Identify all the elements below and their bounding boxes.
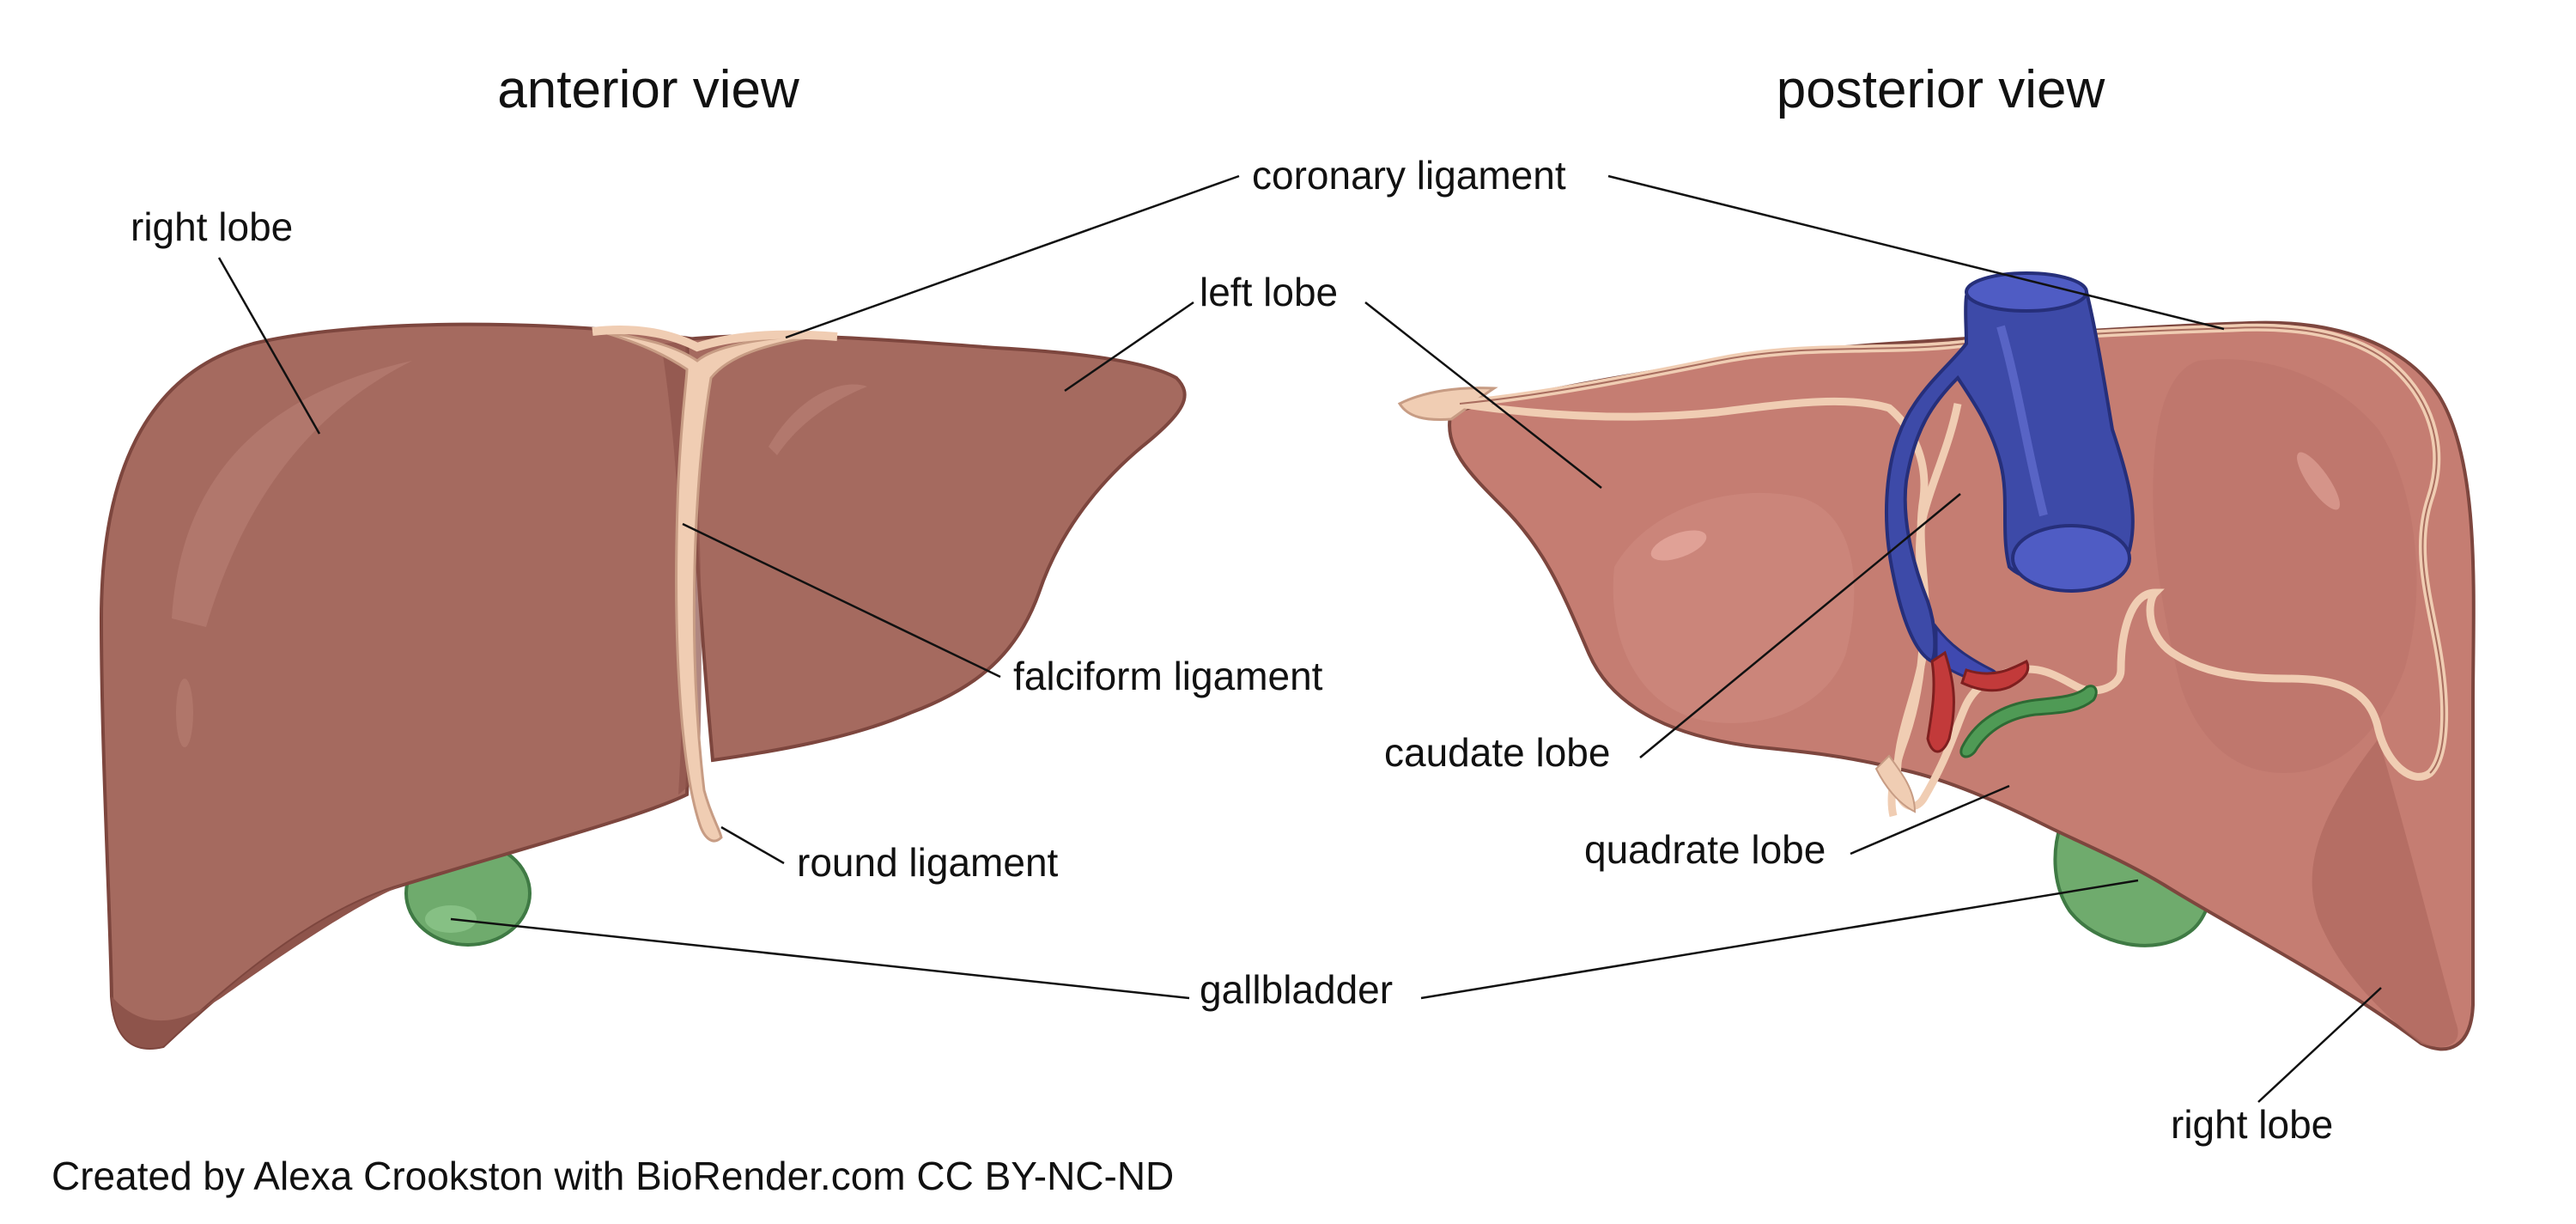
leader-quadrate-lobe xyxy=(1850,786,2009,854)
leader-round-ligament xyxy=(721,827,784,863)
label-falciform-ligament: falciform ligament xyxy=(1013,654,1323,698)
leader-right-lobe-posterior xyxy=(2258,988,2381,1102)
label-quadrate-lobe: quadrate lobe xyxy=(1584,827,1826,872)
label-round-ligament: round ligament xyxy=(797,840,1059,885)
leader-gallbladder-anterior xyxy=(451,919,1189,998)
label-gallbladder: gallbladder xyxy=(1200,967,1394,1012)
title-anterior-view: anterior view xyxy=(497,60,799,119)
label-right-lobe-anterior: right lobe xyxy=(131,204,294,249)
leader-coronary-ligament-posterior xyxy=(1608,176,2224,329)
leader-coronary-ligament-anterior xyxy=(786,176,1239,338)
label-left-lobe: left lobe xyxy=(1200,270,1339,314)
anterior-right-lobe-highlight-2 xyxy=(176,679,193,747)
credit-line: Created by Alexa Crookston with BioRender.com CC BY-NC-ND xyxy=(52,1154,1175,1198)
posterior-liver xyxy=(1400,273,2474,1049)
leader-gallbladder-posterior xyxy=(1421,880,2138,998)
label-caudate-lobe: caudate lobe xyxy=(1384,730,1611,775)
label-right-lobe-posterior: right lobe xyxy=(2171,1102,2334,1147)
title-posterior-view: posterior view xyxy=(1776,60,2105,119)
label-coronary-ligament: coronary ligament xyxy=(1252,153,1566,198)
anterior-right-lobe xyxy=(101,325,696,1048)
ivc-opening-bottom xyxy=(2013,526,2129,591)
ivc-opening-top xyxy=(1966,273,2087,311)
